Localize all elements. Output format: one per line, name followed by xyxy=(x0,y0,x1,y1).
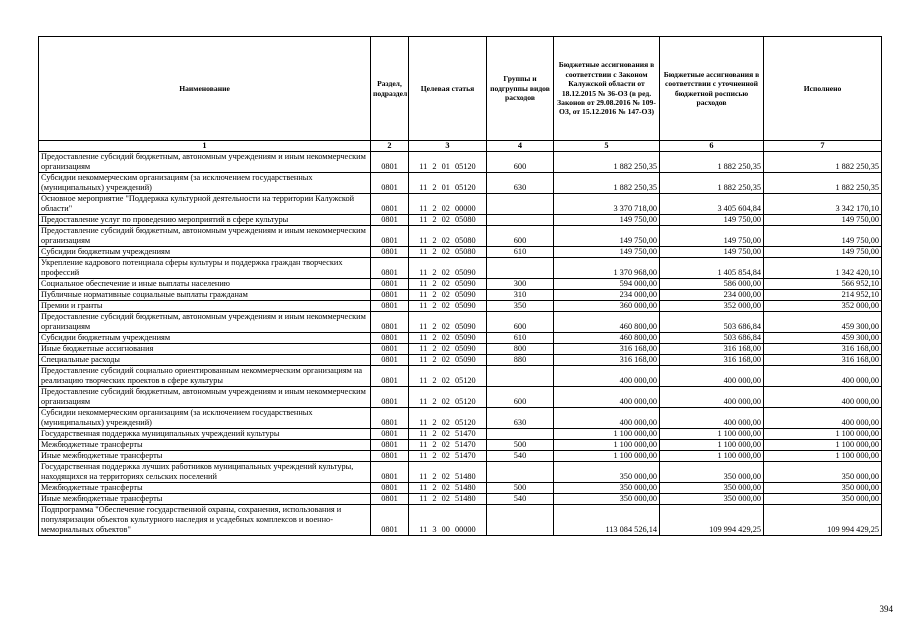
col-name-header: Наименование xyxy=(39,37,371,141)
cell-section: 0801 xyxy=(371,366,409,387)
cell-name: Социальное обеспечение и иные выплаты населению xyxy=(39,279,371,290)
cell-executed-amount: 350 000,00 xyxy=(764,462,882,483)
cell-law-amount: 460 800,00 xyxy=(554,312,660,333)
cell-executed-amount: 350 000,00 xyxy=(764,494,882,505)
cell-name: Межбюджетные трансферты xyxy=(39,440,371,451)
cell-group xyxy=(487,505,554,536)
table-row xyxy=(39,173,882,194)
column-number-row xyxy=(39,141,882,152)
cell-section: 0801 xyxy=(371,494,409,505)
col-number: 6 xyxy=(660,141,764,152)
cell-name: Подпрограмма "Обеспечение государственной охраны, сохранения, использования и популяризации объектов культурного наследия и усадебных комплексов и военно-мемориальных объектов" xyxy=(39,505,371,536)
cell-name: Государственная поддержка лучших работников муниципальных учреждений культуры, находящихся на территориях сельских поселений xyxy=(39,462,371,483)
cell-name: Укрепление кадрового потенциала сферы культуры и поддержка граждан творческих профессий xyxy=(39,258,371,279)
cell-section: 0801 xyxy=(371,451,409,462)
cell-law-amount: 1 882 250,35 xyxy=(554,152,660,173)
cell-target: 11 2 02 05090 xyxy=(409,279,487,290)
cell-target: 11 2 02 05090 xyxy=(409,333,487,344)
col-number: 5 xyxy=(554,141,660,152)
cell-target: 11 2 02 05090 xyxy=(409,355,487,366)
cell-group: 540 xyxy=(487,451,554,462)
page-number: 394 xyxy=(879,604,893,614)
cell-refined-amount: 1 100 000,00 xyxy=(660,429,764,440)
col-groups-header: Группы и подгруппы видов расходов xyxy=(487,37,554,141)
cell-target: 11 2 02 05090 xyxy=(409,301,487,312)
cell-executed-amount: 1 100 000,00 xyxy=(764,451,882,462)
cell-section: 0801 xyxy=(371,440,409,451)
cell-executed-amount: 3 342 170,10 xyxy=(764,194,882,215)
cell-refined-amount: 1 100 000,00 xyxy=(660,440,764,451)
cell-law-amount: 594 000,00 xyxy=(554,279,660,290)
table-row xyxy=(39,344,882,355)
cell-section: 0801 xyxy=(371,226,409,247)
cell-name: Предоставление субсидий бюджетным, автономным учреждениям и иным некоммерческим организациям xyxy=(39,387,371,408)
table-row xyxy=(39,215,882,226)
cell-section: 0801 xyxy=(371,333,409,344)
cell-refined-amount: 350 000,00 xyxy=(660,462,764,483)
cell-section: 0801 xyxy=(371,429,409,440)
cell-section: 0801 xyxy=(371,215,409,226)
cell-refined-amount: 1 405 854,84 xyxy=(660,258,764,279)
cell-name: Иные межбюджетные трансферты xyxy=(39,451,371,462)
header-row xyxy=(39,37,882,141)
col-number: 4 xyxy=(487,141,554,152)
col-section-header: Раздел, подраздел xyxy=(371,37,409,141)
cell-executed-amount: 400 000,00 xyxy=(764,366,882,387)
cell-refined-amount: 149 750,00 xyxy=(660,226,764,247)
cell-executed-amount: 459 300,00 xyxy=(764,333,882,344)
cell-refined-amount: 586 000,00 xyxy=(660,279,764,290)
cell-group: 300 xyxy=(487,279,554,290)
table-row xyxy=(39,440,882,451)
table-row xyxy=(39,226,882,247)
cell-target: 11 2 02 51470 xyxy=(409,451,487,462)
cell-law-amount: 149 750,00 xyxy=(554,215,660,226)
cell-executed-amount: 352 000,00 xyxy=(764,301,882,312)
cell-law-amount: 360 000,00 xyxy=(554,301,660,312)
table-row xyxy=(39,366,882,387)
cell-refined-amount: 1 882 250,35 xyxy=(660,152,764,173)
cell-group xyxy=(487,258,554,279)
cell-target: 11 2 02 51480 xyxy=(409,494,487,505)
cell-group: 610 xyxy=(487,333,554,344)
cell-refined-amount: 503 686,84 xyxy=(660,312,764,333)
cell-section: 0801 xyxy=(371,355,409,366)
cell-target: 11 2 02 05120 xyxy=(409,408,487,429)
cell-refined-amount: 234 000,00 xyxy=(660,290,764,301)
cell-section: 0801 xyxy=(371,279,409,290)
col-number: 3 xyxy=(409,141,487,152)
cell-law-amount: 350 000,00 xyxy=(554,462,660,483)
cell-name: Иные бюджетные ассигнования xyxy=(39,344,371,355)
cell-section: 0801 xyxy=(371,152,409,173)
cell-section: 0801 xyxy=(371,312,409,333)
cell-name: Субсидии бюджетным учреждениям xyxy=(39,333,371,344)
cell-executed-amount: 1 342 420,10 xyxy=(764,258,882,279)
cell-name: Основное мероприятие "Поддержка культурной деятельности на территории Калужской области" xyxy=(39,194,371,215)
cell-name: Публичные нормативные социальные выплаты гражданам xyxy=(39,290,371,301)
table-row xyxy=(39,429,882,440)
cell-refined-amount: 350 000,00 xyxy=(660,494,764,505)
cell-executed-amount: 350 000,00 xyxy=(764,483,882,494)
cell-law-amount: 1 370 968,00 xyxy=(554,258,660,279)
cell-refined-amount: 149 750,00 xyxy=(660,247,764,258)
cell-law-amount: 1 100 000,00 xyxy=(554,451,660,462)
cell-section: 0801 xyxy=(371,173,409,194)
cell-name: Предоставление субсидий социально ориентированным некоммерческим организациям на реализацию творческих проектов в сфере культуры xyxy=(39,366,371,387)
cell-law-amount: 400 000,00 xyxy=(554,366,660,387)
cell-section: 0801 xyxy=(371,483,409,494)
cell-target: 11 2 02 05080 xyxy=(409,226,487,247)
cell-refined-amount: 149 750,00 xyxy=(660,215,764,226)
cell-law-amount: 1 882 250,35 xyxy=(554,173,660,194)
cell-target: 11 2 02 05090 xyxy=(409,258,487,279)
cell-law-amount: 316 168,00 xyxy=(554,355,660,366)
table-row xyxy=(39,494,882,505)
cell-name: Предоставление услуг по проведению мероприятий в сфере культуры xyxy=(39,215,371,226)
cell-refined-amount: 316 168,00 xyxy=(660,344,764,355)
table-row xyxy=(39,387,882,408)
budget-table xyxy=(38,36,882,536)
table-row xyxy=(39,247,882,258)
cell-refined-amount: 400 000,00 xyxy=(660,387,764,408)
cell-name: Иные межбюджетные трансферты xyxy=(39,494,371,505)
cell-target: 11 2 02 00000 xyxy=(409,194,487,215)
col-law-header: Бюджетные ассигнования в соответствии с Законом Калужской области от 18.12.2015 № 36-ОЗ (в ред. Законов от 29.08.2016 № 109-ОЗ, от 15.12.2016 № 147-ОЗ) xyxy=(554,37,660,141)
cell-name: Предоставление субсидий бюджетным, автономным учреждениям и иным некоммерческим организациям xyxy=(39,312,371,333)
cell-target: 11 2 01 05120 xyxy=(409,152,487,173)
cell-law-amount: 1 100 000,00 xyxy=(554,429,660,440)
table-row xyxy=(39,258,882,279)
cell-target: 11 2 02 05080 xyxy=(409,215,487,226)
cell-group: 540 xyxy=(487,494,554,505)
cell-target: 11 2 02 05080 xyxy=(409,247,487,258)
cell-group xyxy=(487,194,554,215)
cell-group: 600 xyxy=(487,226,554,247)
cell-refined-amount: 400 000,00 xyxy=(660,408,764,429)
table-row xyxy=(39,194,882,215)
cell-executed-amount: 149 750,00 xyxy=(764,247,882,258)
cell-executed-amount: 1 882 250,35 xyxy=(764,152,882,173)
col-refined-header: Бюджетные ассигнования в соответствии с уточненной бюджетной росписью расходов xyxy=(660,37,764,141)
cell-group: 500 xyxy=(487,483,554,494)
cell-group: 600 xyxy=(487,152,554,173)
cell-section: 0801 xyxy=(371,505,409,536)
cell-group: 600 xyxy=(487,312,554,333)
cell-group xyxy=(487,215,554,226)
cell-law-amount: 350 000,00 xyxy=(554,494,660,505)
cell-executed-amount: 149 750,00 xyxy=(764,226,882,247)
cell-law-amount: 1 100 000,00 xyxy=(554,440,660,451)
cell-refined-amount: 352 000,00 xyxy=(660,301,764,312)
cell-law-amount: 234 000,00 xyxy=(554,290,660,301)
col-number: 7 xyxy=(764,141,882,152)
table-row xyxy=(39,301,882,312)
cell-group: 630 xyxy=(487,408,554,429)
cell-target: 11 2 02 05120 xyxy=(409,366,487,387)
cell-target: 11 2 02 51470 xyxy=(409,429,487,440)
cell-target: 11 2 02 05090 xyxy=(409,344,487,355)
cell-executed-amount: 1 100 000,00 xyxy=(764,429,882,440)
col-number: 2 xyxy=(371,141,409,152)
cell-target: 11 3 00 00000 xyxy=(409,505,487,536)
cell-executed-amount: 109 994 429,25 xyxy=(764,505,882,536)
cell-group: 310 xyxy=(487,290,554,301)
cell-section: 0801 xyxy=(371,462,409,483)
table-row xyxy=(39,355,882,366)
cell-name: Субсидии некоммерческим организациям (за исключением государственных (муниципальных) учреждений) xyxy=(39,408,371,429)
cell-name: Государственная поддержка муниципальных учреждений культуры xyxy=(39,429,371,440)
cell-executed-amount: 316 168,00 xyxy=(764,355,882,366)
cell-group xyxy=(487,366,554,387)
col-target-header: Целевая статья xyxy=(409,37,487,141)
cell-executed-amount: 400 000,00 xyxy=(764,387,882,408)
cell-section: 0801 xyxy=(371,194,409,215)
cell-executed-amount: 214 952,10 xyxy=(764,290,882,301)
table-row xyxy=(39,333,882,344)
cell-target: 11 2 02 51480 xyxy=(409,462,487,483)
table-row xyxy=(39,152,882,173)
cell-section: 0801 xyxy=(371,301,409,312)
cell-section: 0801 xyxy=(371,247,409,258)
cell-refined-amount: 3 405 604,84 xyxy=(660,194,764,215)
cell-target: 11 2 01 05120 xyxy=(409,173,487,194)
cell-name: Межбюджетные трансферты xyxy=(39,483,371,494)
cell-name: Субсидии бюджетным учреждениям xyxy=(39,247,371,258)
col-executed-header: Исполнено xyxy=(764,37,882,141)
cell-refined-amount: 1 100 000,00 xyxy=(660,451,764,462)
cell-name: Премии и гранты xyxy=(39,301,371,312)
cell-target: 11 2 02 05120 xyxy=(409,387,487,408)
table-row xyxy=(39,408,882,429)
cell-law-amount: 400 000,00 xyxy=(554,387,660,408)
cell-group: 500 xyxy=(487,440,554,451)
cell-name: Субсидии некоммерческим организациям (за исключением государственных (муниципальных) учреждений) xyxy=(39,173,371,194)
table-row xyxy=(39,451,882,462)
cell-group: 880 xyxy=(487,355,554,366)
cell-law-amount: 350 000,00 xyxy=(554,483,660,494)
cell-executed-amount: 316 168,00 xyxy=(764,344,882,355)
cell-group: 800 xyxy=(487,344,554,355)
cell-law-amount: 113 084 526,14 xyxy=(554,505,660,536)
cell-group: 630 xyxy=(487,173,554,194)
cell-section: 0801 xyxy=(371,290,409,301)
table-row xyxy=(39,462,882,483)
cell-executed-amount: 1 100 000,00 xyxy=(764,440,882,451)
cell-target: 11 2 02 51470 xyxy=(409,440,487,451)
cell-target: 11 2 02 05090 xyxy=(409,290,487,301)
cell-law-amount: 3 370 718,00 xyxy=(554,194,660,215)
cell-executed-amount: 400 000,00 xyxy=(764,408,882,429)
cell-executed-amount: 566 952,10 xyxy=(764,279,882,290)
cell-section: 0801 xyxy=(371,258,409,279)
cell-executed-amount: 1 882 250,35 xyxy=(764,173,882,194)
col-number: 1 xyxy=(39,141,371,152)
cell-law-amount: 149 750,00 xyxy=(554,247,660,258)
cell-law-amount: 460 800,00 xyxy=(554,333,660,344)
cell-group: 350 xyxy=(487,301,554,312)
cell-section: 0801 xyxy=(371,387,409,408)
cell-group xyxy=(487,462,554,483)
cell-law-amount: 149 750,00 xyxy=(554,226,660,247)
cell-target: 11 2 02 51480 xyxy=(409,483,487,494)
cell-refined-amount: 503 686,84 xyxy=(660,333,764,344)
table-row xyxy=(39,505,882,536)
cell-group: 600 xyxy=(487,387,554,408)
cell-executed-amount: 149 750,00 xyxy=(764,215,882,226)
cell-target: 11 2 02 05090 xyxy=(409,312,487,333)
cell-name: Предоставление субсидий бюджетным, автономным учреждениям и иным некоммерческим организациям xyxy=(39,226,371,247)
table-row xyxy=(39,483,882,494)
table-row xyxy=(39,279,882,290)
cell-law-amount: 316 168,00 xyxy=(554,344,660,355)
cell-section: 0801 xyxy=(371,344,409,355)
cell-group xyxy=(487,429,554,440)
table-row xyxy=(39,290,882,301)
table-row xyxy=(39,312,882,333)
cell-section: 0801 xyxy=(371,408,409,429)
cell-group: 610 xyxy=(487,247,554,258)
cell-law-amount: 400 000,00 xyxy=(554,408,660,429)
cell-refined-amount: 1 882 250,35 xyxy=(660,173,764,194)
cell-name: Специальные расходы xyxy=(39,355,371,366)
cell-refined-amount: 350 000,00 xyxy=(660,483,764,494)
cell-refined-amount: 109 994 429,25 xyxy=(660,505,764,536)
cell-name: Предоставление субсидий бюджетным, автономным учреждениям и иным некоммерческим организациям xyxy=(39,152,371,173)
cell-executed-amount: 459 300,00 xyxy=(764,312,882,333)
cell-refined-amount: 316 168,00 xyxy=(660,355,764,366)
cell-refined-amount: 400 000,00 xyxy=(660,366,764,387)
table-body xyxy=(39,152,882,536)
